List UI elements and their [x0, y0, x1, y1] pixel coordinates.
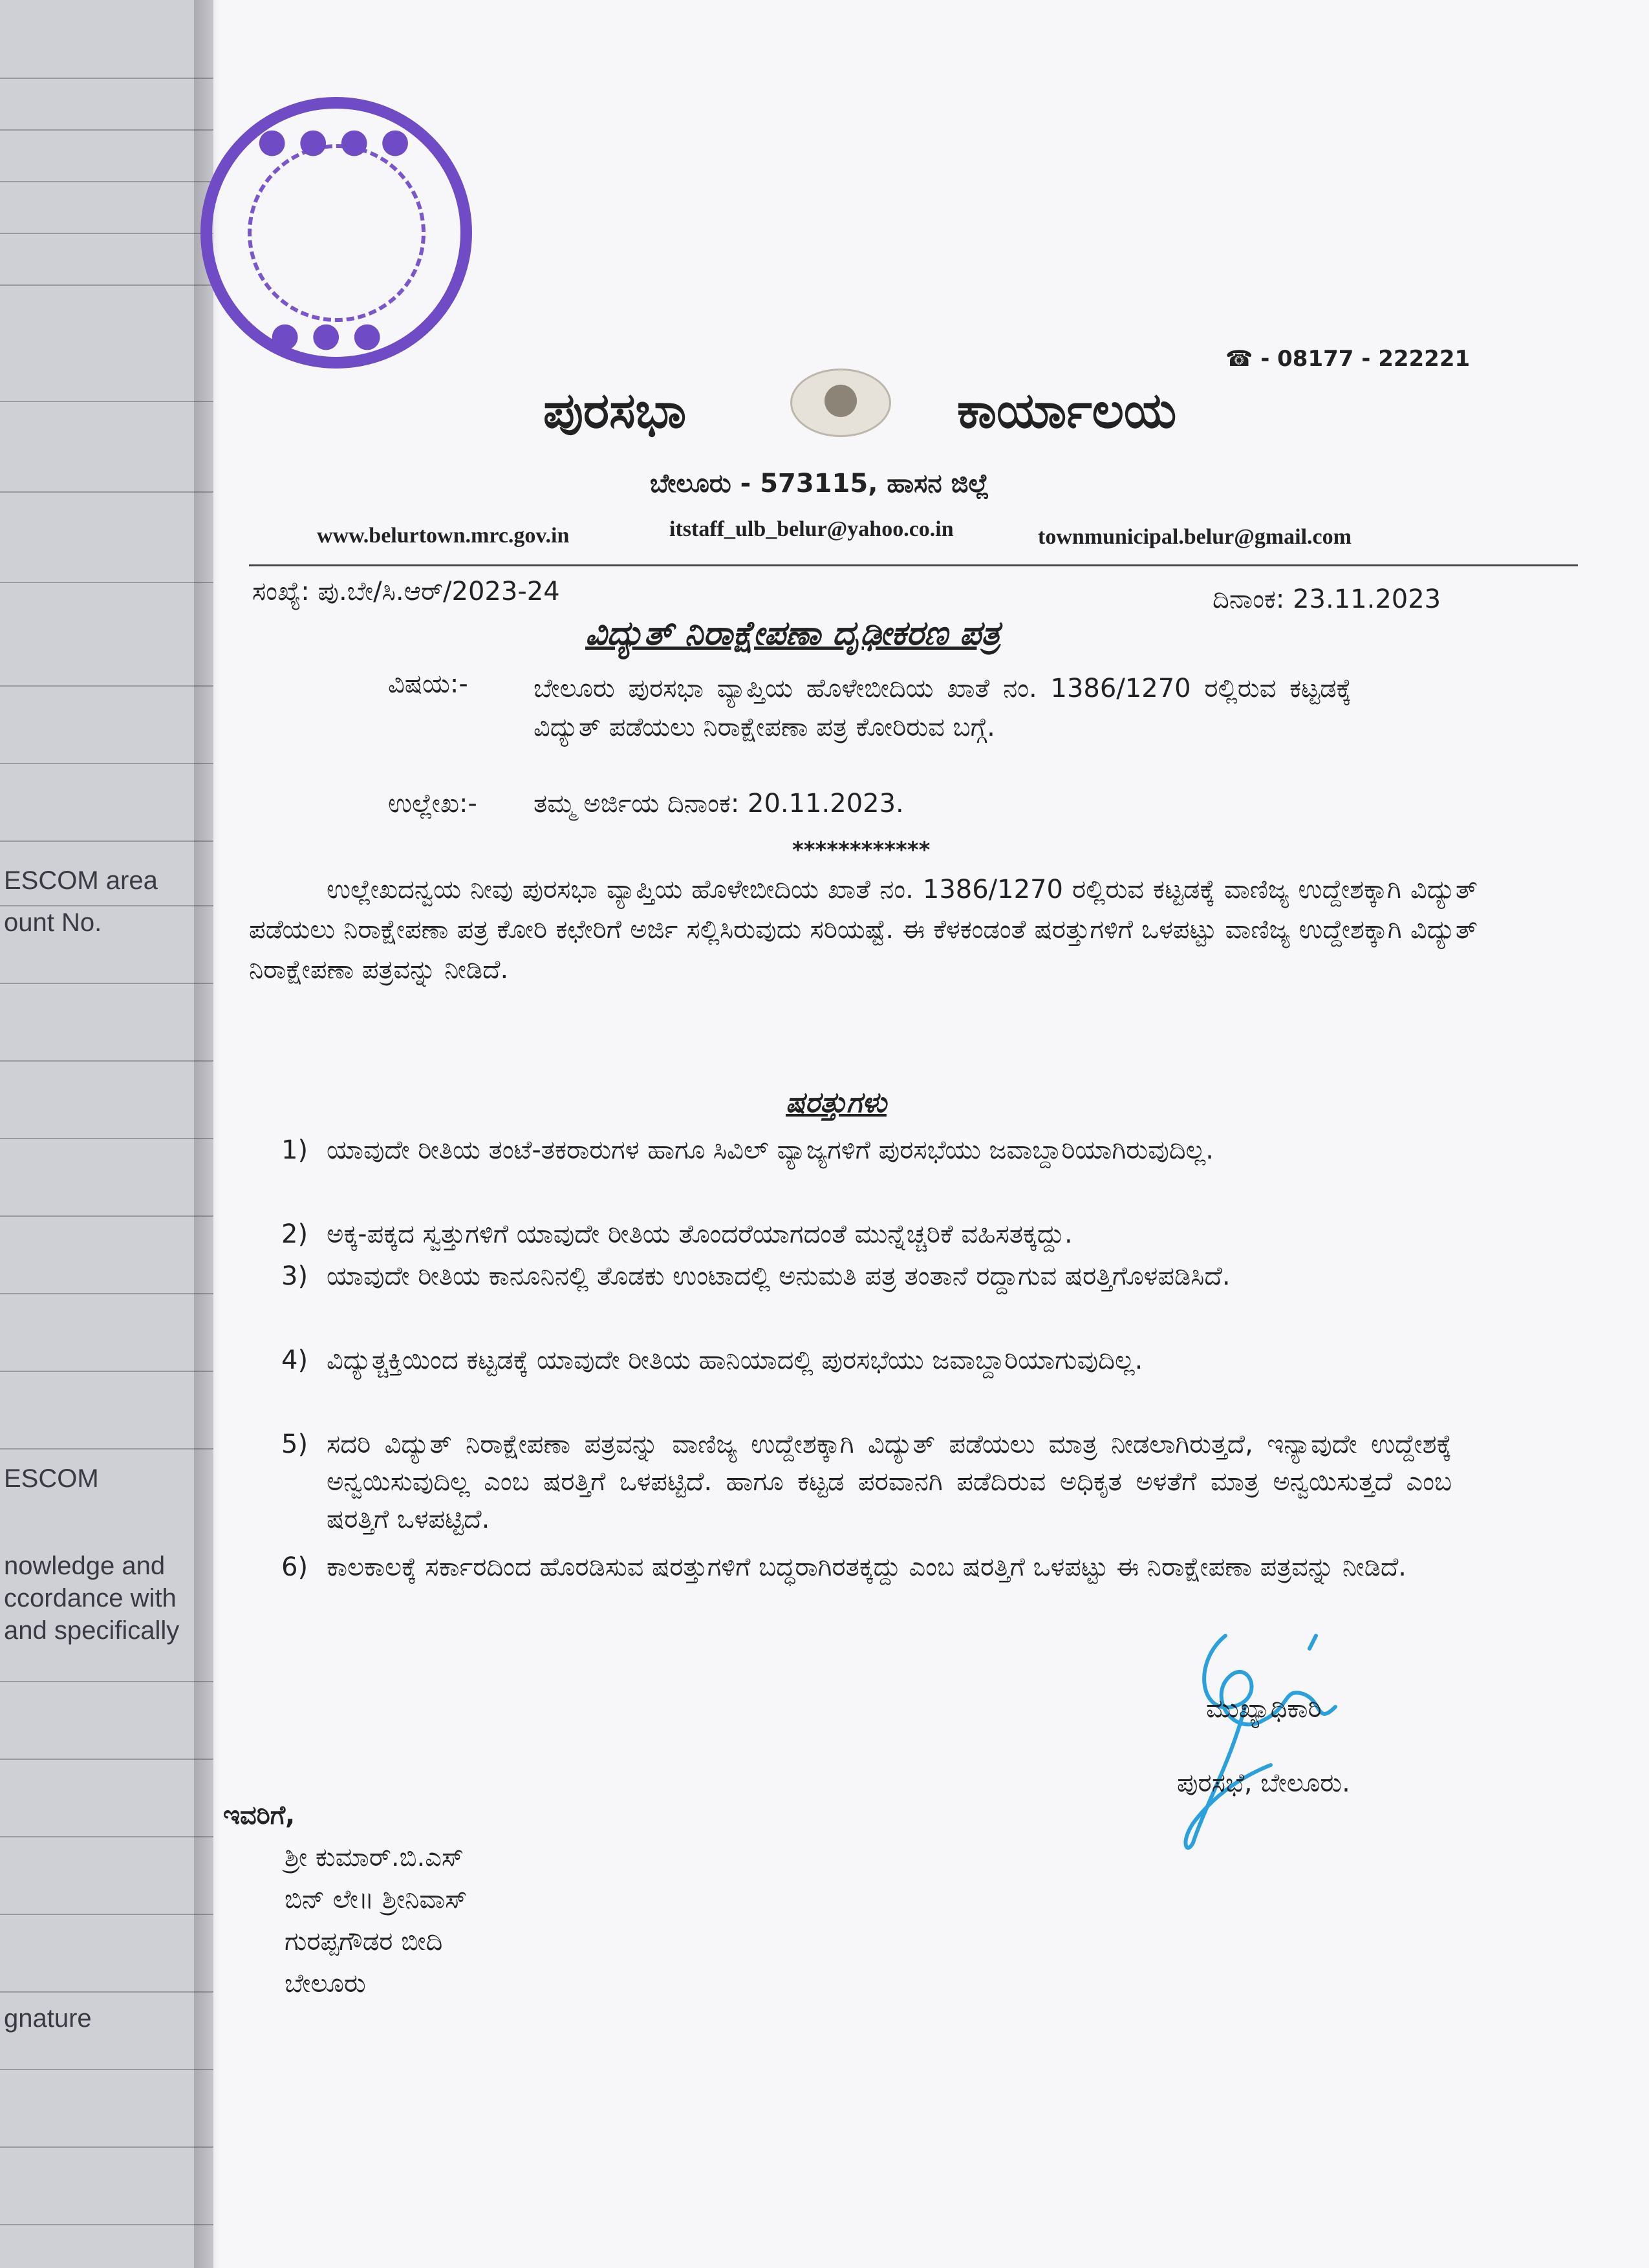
condition-text: ವಿದ್ಯುತ್ಚಕ್ತಿಯಿಂದ ಕಟ್ಟಡಕ್ಕೆ ಯಾವುದೇ ರೀತಿಯ ಹಾನಿಯಾದಲ್ಲಿ ಪುರಸಭೆಯು ಜವಾಬ್ದಾರಿಯಾಗುವುದಿಲ್ಲ.: [327, 1345, 1143, 1375]
email-link-1[interactable]: itstaff_ulb_belur@yahoo.co.in: [669, 517, 954, 541]
condition-text: ಯಾವುದೇ ರೀತಿಯ ತಂಟೆ-ತಕರಾರುಗಳ ಹಾಗೂ ಸಿವಿಲ್ ವ್ಯಾಜ್ಯಗಳಿಗೆ ಪುರಸಭೆಯು ಜವಾಬ್ದಾರಿಯಾಗಿರುವುದಿಲ್ಲ.: [327, 1135, 1214, 1165]
office-address: ಬೇಲೂರು - 573115, ಹಾಸನ ಜಿಲ್ಲೆ: [650, 469, 989, 498]
handwritten-signature: [1154, 1610, 1368, 1868]
municipal-emblem-icon: [790, 369, 891, 437]
office-name-left: ಪುರಸಭಾ: [543, 381, 687, 439]
email-link-2[interactable]: townmunicipal.belur@gmail.com: [1038, 525, 1352, 549]
reference-text: ತಮ್ಮ ಅರ್ಜಿಯ ದಿನಾಂಕ: 20.11.2023.: [534, 789, 904, 818]
underlay-fragment: nowledge and: [4, 1552, 166, 1580]
underlay-fragment: ount No.: [4, 908, 102, 937]
reference-label: ಉಲ್ಲೇಖ:-: [388, 789, 477, 818]
condition-number: 1): [281, 1135, 308, 1165]
condition-text: ಕಾಲಕಾಲಕ್ಕೆ ಸರ್ಕಾರದಿಂದ ಹೊರಡಿಸುವ ಷರತ್ತುಗಳಿಗೆ ಬದ್ಧರಾಗಿರತಕ್ಕದ್ದು ಎಂಬ ಷರತ್ತಿಗೆ ಒಳಪಟ್ಟು ಈ ನಿರಾಕ್ಷೇಪಣಾ ಪತ್ರವನ್ನು ನೀಡಿದೆ.: [327, 1552, 1407, 1582]
phone-number: ☎ - 08177 - 222221: [1225, 346, 1471, 372]
paper-fold-shadow: [194, 0, 220, 2268]
condition-number: 3): [281, 1261, 308, 1291]
underlay-fragment: and specifically: [4, 1616, 180, 1645]
letterhead-divider: [249, 564, 1578, 566]
separator-stars: ************: [792, 837, 931, 863]
condition-number: 5): [281, 1429, 308, 1459]
condition-text: ಸದರಿ ವಿದ್ಯುತ್ ನಿರಾಕ್ಷೇಪಣಾ ಪತ್ರವನ್ನು ವಾಣಿಜ್ಯ ಉದ್ದೇಶಕ್ಕಾಗಿ ವಿದ್ಯುತ್ ಪಡೆಯಲು ಮಾತ್ರ ನೀಡಲಾಗಿರುತ್ತದೆ, ಇನ್ಯಾವುದೇ ಉದ್ದೇಶಕ್ಕೆ ಅನ್ವಯಿಸುವುದಿಲ್ಲ ಎಂಬ ಷರತ್ತಿಗೆ ಒಳಪಟ್ಟಿದೆ. ಹಾಗೂ ಕಟ್ಟಡ ಪರವಾನಗಿ ಪಡೆದಿರುವ ಅಧಿಕೃತ ಅಳತೆಗೆ ಮಾತ್ರ ಅನ್ವಯಿಸುತ್ತದೆ ಎಂಬ ಷರತ್ತಿಗೆ ಒಳಪಟ್ಟಿದೆ.: [327, 1429, 1452, 1534]
letter-date: ದಿನಾಂಕ: 23.11.2023: [1212, 584, 1441, 614]
condition-number: 4): [281, 1345, 308, 1375]
office-name-right: ಕಾರ್ಯಾಲಯ: [957, 381, 1177, 439]
underlay-fragment: ESCOM: [4, 1464, 99, 1493]
condition-item: [281, 1215, 1452, 1253]
recipient-line: ಶ್ರೀ ಕುಮಾರ್.ಬಿ.ಎಸ್: [285, 1843, 464, 1872]
condition-item: [281, 1548, 1452, 1586]
condition-item: [281, 1257, 1452, 1295]
body-paragraph: ಉಲ್ಲೇಖದನ್ವಯ ನೀವು ಪುರಸಭಾ ವ್ಯಾಪ್ತಿಯ ಹೊಳೇಬೀದಿಯ ಖಾತೆ ನಂ. 1386/1270 ರಲ್ಲಿರುವ ಕಟ್ಟಡಕ್ಕೆ ವಾಣಿಜ್ಯ ಉದ್ದೇಶಕ್ಕಾಗಿ ವಿದ್ಯುತ್ ಪಡೆಯಲು ನಿರಾಕ್ಷೇಪಣಾ ಪತ್ರ ಕೋರಿ ಕಛೇರಿಗೆ ಅರ್ಜಿ ಸಲ್ಲಿಸಿರುವುದು ಸರಿಯಷ್ಟೆ. ಈ ಕೆಳಕಂಡಂತೆ ಷರತ್ತುಗಳಿಗೆ ಒಳಪಟ್ಟು ವಾಣಿಜ್ಯ ಉದ್ದೇಶಕ್ಕಾಗಿ ವಿದ್ಯುತ್ ನಿರಾಕ್ಷೇಪಣಾ ಪತ್ರವನ್ನು ನೀಡಿದೆ.: [249, 875, 1478, 985]
underlay-fragment: ESCOM area: [4, 866, 158, 895]
underlay-fragment: ccordance with: [4, 1584, 177, 1612]
recipient-line: ಬೇಲೂರು: [285, 1969, 366, 1998]
subject-label: ವಿಷಯ:-: [388, 669, 468, 699]
underlay-fragment: gnature: [4, 2004, 92, 2033]
conditions-heading: ಷರತ್ತುಗಳು: [786, 1086, 887, 1119]
recipient-label: ಇವರಿಗೆ,: [223, 1801, 296, 1830]
signatory-title: ಮುಖ್ಯಾಧಿಕಾರಿ: [1206, 1694, 1322, 1724]
recipient-line: ಬಿನ್ ಲೇ॥ ಶ್ರೀನಿವಾಸ್: [285, 1885, 468, 1914]
condition-item: [281, 1426, 1452, 1538]
letter-heading: ವಿದ್ಯುತ್ ನಿರಾಕ್ಷೇಪಣಾ ದೃಢೀಕರಣ ಪತ್ರ: [585, 614, 1000, 653]
office-seal-stamp: ● ● ● ● ● ● ●: [200, 97, 472, 369]
condition-item: [281, 1131, 1452, 1169]
underlying-form-strip: [0, 0, 213, 2268]
condition-text: ಯಾವುದೇ ರೀತಿಯ ಕಾನೂನಿನಲ್ಲಿ ತೊಡಕು ಉಂಟಾದಲ್ಲಿ ಅನುಮತಿ ಪತ್ರ ತಂತಾನೆ ರದ್ದಾಗುವ ಷರತ್ತಿಗೊಳಪಡಿಸಿದೆ.: [327, 1261, 1231, 1291]
condition-number: 2): [281, 1219, 308, 1249]
website-link[interactable]: www.belurtown.mrc.gov.in: [317, 524, 570, 548]
condition-number: 6): [281, 1552, 308, 1582]
subject-text: ಬೇಲೂರು ಪುರಸಭಾ ವ್ಯಾಪ್ತಿಯ ಹೊಳೇಬೀದಿಯ ಖಾತೆ ನಂ. 1386/1270 ರಲ್ಲಿರುವ ಕಟ್ಟಡಕ್ಕೆ ವಿದ್ಯುತ್ ಪಡೆಯಲು ನಿರಾಕ್ಷೇಪಣಾ ಪತ್ರ ಕೋರಿರುವ ಬಗ್ಗೆ.: [534, 674, 1352, 742]
signatory-office: ಪುರಸಭೆ, ಬೇಲೂರು.: [1177, 1768, 1350, 1798]
condition-item: [281, 1342, 1452, 1379]
recipient-line: ಗುರಪ್ಪಗೌಡರ ಬೀದಿ: [285, 1927, 443, 1956]
reference-number: ಸಂಖ್ಯೆ: ಪು.ಬೇ/ಸಿ.ಆರ್/2023-24: [252, 577, 560, 606]
condition-text: ಅಕ್ಕ-ಪಕ್ಕದ ಸ್ವತ್ತುಗಳಿಗೆ ಯಾವುದೇ ರೀತಿಯ ತೊಂದರೆಯಾಗದಂತೆ ಮುನ್ನೆಚ್ಚರಿಕೆ ವಹಿಸತಕ್ಕದ್ದು.: [327, 1219, 1073, 1249]
